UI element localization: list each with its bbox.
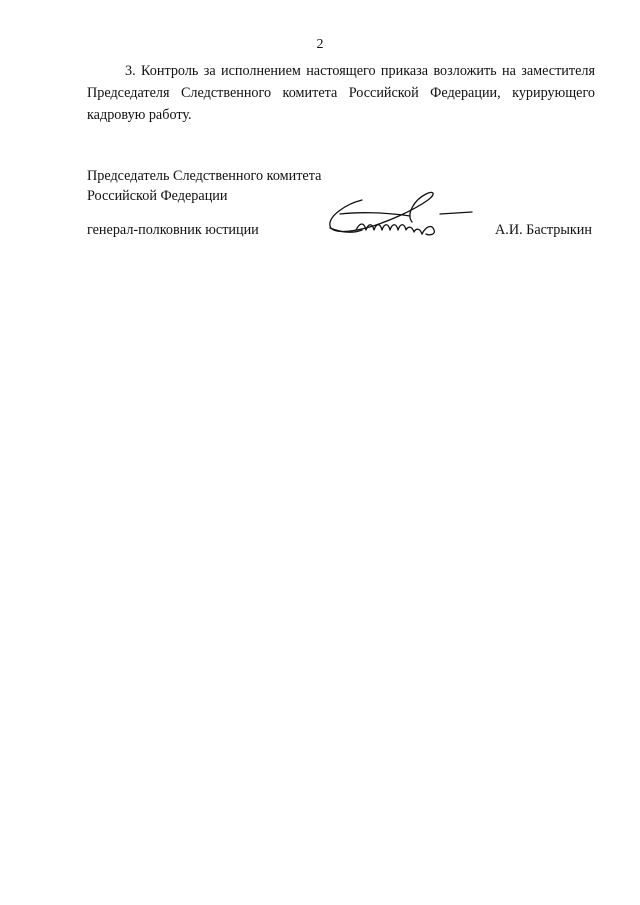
signatory-title-line-2: Российской Федерации (87, 188, 228, 204)
signatory-rank: генерал-полковник юстиции (87, 222, 259, 238)
handwritten-signature (326, 188, 476, 246)
signatory-name: А.И. Бастрыкин (495, 222, 592, 238)
order-paragraph: 3. Контроль за исполнением настоящего приказа возложить на заместителя Председателя Следственного комитета Российской Федерации, курирующего кадровую работу. (87, 63, 595, 123)
signatory-title-line-1: Председатель Следственного комитета (87, 168, 322, 184)
page-number: 2 (316, 37, 324, 52)
